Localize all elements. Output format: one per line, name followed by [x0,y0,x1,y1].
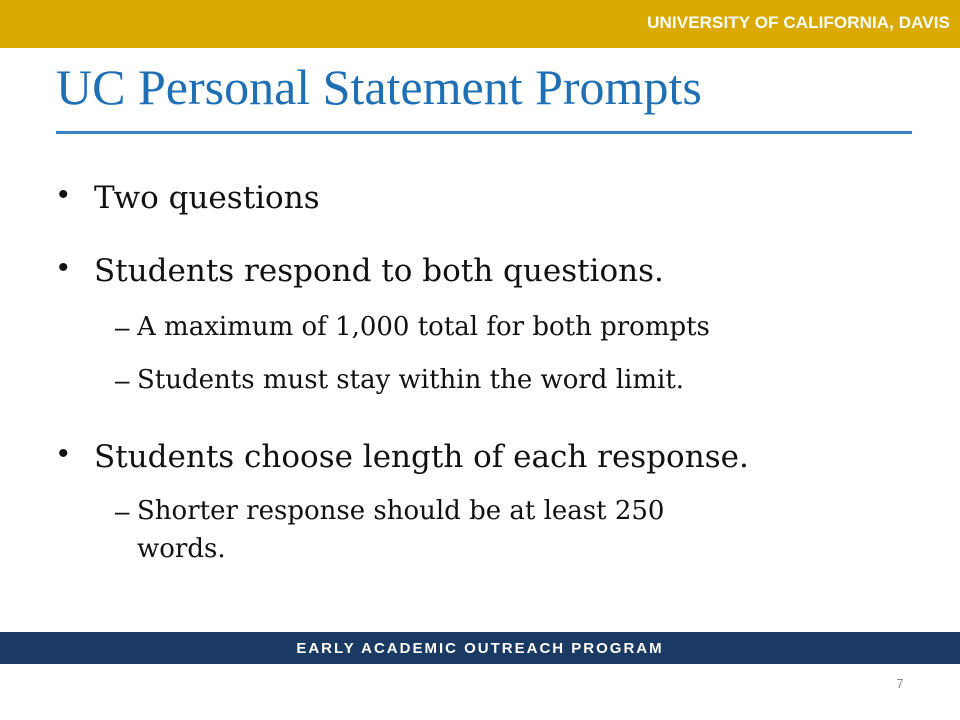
subbullet-marker: – [115,312,130,342]
university-name: UNIVERSITY OF CALIFORNIA, DAVIS [647,13,950,32]
subbullet-text: Shorter response should be at least 250 [137,496,665,526]
footer-bar [0,632,960,664]
subbullet-text: A maximum of 1,000 total for both prompts [137,312,710,342]
subbullet-continuation [137,535,226,565]
slide-title: UC Personal Statement Prompts [56,59,702,115]
program-name: EARLY ACADEMIC OUTREACH PROGRAM [296,640,664,657]
bullet-text: Two questions [94,180,320,216]
bullet-marker: • [58,437,69,470]
bullet-item [58,251,664,289]
subbullet-marker: – [115,496,130,526]
bullet-marker: • [58,178,69,211]
subbullet-text: Students must stay within the word limit. [137,365,685,395]
subbullet-item [115,365,685,396]
page-number: 7 [896,676,904,691]
bullet-text: Students respond to both questions. [94,253,664,289]
subbullet-item [115,312,710,343]
bullet-item [58,437,749,475]
bullet-text: Students choose length of each response. [94,439,749,475]
subbullet-item [115,496,665,527]
bullet-marker: • [58,251,69,284]
subbullet-text: words. [137,534,226,564]
bullet-item [58,178,320,216]
subbullet-marker: – [115,365,130,395]
